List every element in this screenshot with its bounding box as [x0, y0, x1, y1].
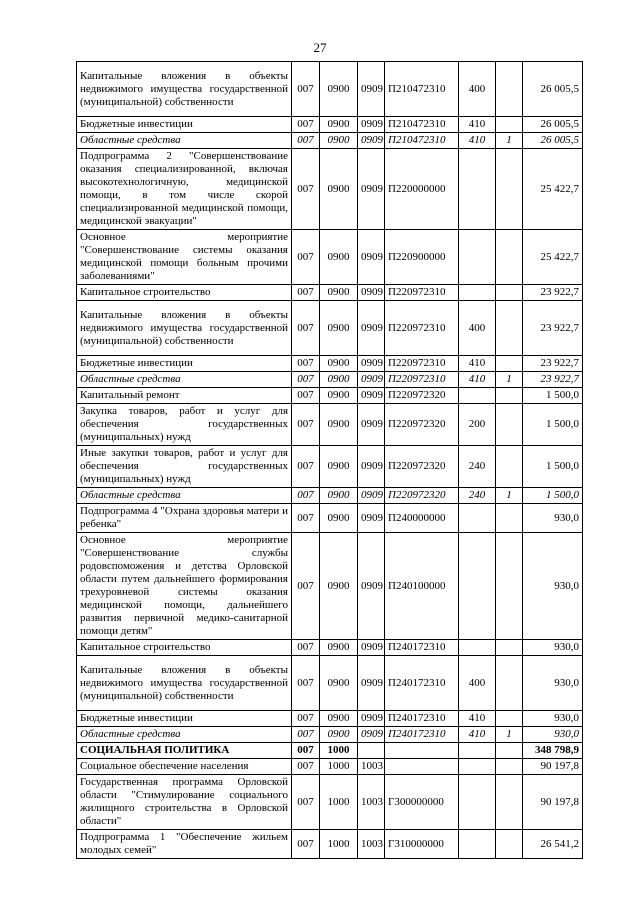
expense-type-code-cell	[459, 759, 496, 775]
subsection-code-cell: 0909	[358, 533, 385, 640]
page-number: 27	[313, 40, 327, 55]
section-code-cell: 0900	[320, 446, 358, 488]
ministry-code-cell: 007	[292, 149, 320, 230]
expense-type-code-cell	[459, 149, 496, 230]
funding-source-cell	[496, 230, 523, 285]
target-article-code-cell: П220972310	[385, 301, 459, 356]
subsection-code-cell: 0909	[358, 149, 385, 230]
expense-type-code-cell: 410	[459, 372, 496, 388]
target-article-code-cell: П220900000	[385, 230, 459, 285]
expense-type-code-cell	[459, 285, 496, 301]
expense-type-code-cell: 240	[459, 488, 496, 504]
table-row	[77, 727, 583, 743]
item-name-cell: Подпрограмма 4 "Охрана здоровья матери и ребенка"	[77, 504, 292, 533]
target-article-code-cell: П220972320	[385, 388, 459, 404]
expense-type-code-cell	[459, 533, 496, 640]
section-code-cell: 0900	[320, 356, 358, 372]
item-name-cell: Областные средства	[77, 133, 292, 149]
funding-source-cell	[496, 830, 523, 859]
target-article-code-cell: П220972310	[385, 356, 459, 372]
funding-source-cell	[496, 301, 523, 356]
expense-type-code-cell	[459, 388, 496, 404]
subsection-code-cell: 0909	[358, 230, 385, 285]
target-article-code-cell: П210472310	[385, 62, 459, 117]
table-row	[77, 711, 583, 727]
funding-source-cell	[496, 117, 523, 133]
target-article-code-cell: П220972310	[385, 285, 459, 301]
subsection-code-cell: 0909	[358, 372, 385, 388]
funding-source-cell: 1	[496, 488, 523, 504]
budget-table	[76, 61, 583, 859]
subsection-code-cell: 0909	[358, 133, 385, 149]
section-code-cell: 0900	[320, 488, 358, 504]
subsection-code-cell: 0909	[358, 727, 385, 743]
amount-cell: 930,0	[523, 640, 583, 656]
expense-type-code-cell: 400	[459, 656, 496, 711]
table-row	[77, 656, 583, 711]
ministry-code-cell: 007	[292, 775, 320, 830]
target-article-code-cell: П220972310	[385, 372, 459, 388]
expense-type-code-cell: 200	[459, 404, 496, 446]
subsection-code-cell: 0909	[358, 117, 385, 133]
amount-cell: 1 500,0	[523, 388, 583, 404]
expense-type-code-cell	[459, 743, 496, 759]
amount-cell: 26 541,2	[523, 830, 583, 859]
item-name-cell: Бюджетные инвестиции	[77, 356, 292, 372]
expense-type-code-cell: 410	[459, 727, 496, 743]
funding-source-cell	[496, 743, 523, 759]
subsection-code-cell: 0909	[358, 404, 385, 446]
amount-cell: 1 500,0	[523, 488, 583, 504]
subsection-code-cell: 1003	[358, 775, 385, 830]
funding-source-cell: 1	[496, 133, 523, 149]
expense-type-code-cell: 400	[459, 301, 496, 356]
amount-cell: 23 922,7	[523, 372, 583, 388]
expense-type-code-cell: 410	[459, 356, 496, 372]
funding-source-cell	[496, 446, 523, 488]
section-code-cell: 1000	[320, 775, 358, 830]
amount-cell: 23 922,7	[523, 356, 583, 372]
target-article-code-cell: П240172310	[385, 711, 459, 727]
table-row	[77, 372, 583, 388]
ministry-code-cell: 007	[292, 656, 320, 711]
subsection-code-cell: 0909	[358, 711, 385, 727]
subsection-code-cell: 0909	[358, 301, 385, 356]
section-code-cell: 0900	[320, 504, 358, 533]
ministry-code-cell: 007	[292, 533, 320, 640]
funding-source-cell	[496, 504, 523, 533]
ministry-code-cell: 007	[292, 372, 320, 388]
ministry-code-cell: 007	[292, 301, 320, 356]
section-code-cell: 0900	[320, 727, 358, 743]
expense-type-code-cell	[459, 640, 496, 656]
expense-type-code-cell	[459, 775, 496, 830]
amount-cell: 1 500,0	[523, 446, 583, 488]
funding-source-cell	[496, 640, 523, 656]
ministry-code-cell: 007	[292, 488, 320, 504]
section-code-cell: 0900	[320, 62, 358, 117]
ministry-code-cell: 007	[292, 285, 320, 301]
amount-cell: 930,0	[523, 711, 583, 727]
table-row	[77, 775, 583, 830]
amount-cell: 1 500,0	[523, 404, 583, 446]
item-name-cell: Областные средства	[77, 727, 292, 743]
table-row	[77, 133, 583, 149]
ministry-code-cell: 007	[292, 727, 320, 743]
target-article-code-cell: П220972320	[385, 404, 459, 446]
item-name-cell: Капитальный ремонт	[77, 388, 292, 404]
table-row	[77, 117, 583, 133]
item-name-cell: Капитальные вложения в объекты недвижимого имущества государственной (муниципальной) собственности	[77, 301, 292, 356]
item-name-cell: Бюджетные инвестиции	[77, 117, 292, 133]
amount-cell: 348 798,9	[523, 743, 583, 759]
target-article-code-cell: П210472310	[385, 117, 459, 133]
section-code-cell: 0900	[320, 301, 358, 356]
item-name-cell: Капитальные вложения в объекты недвижимого имущества государственной (муниципальной) собственности	[77, 62, 292, 117]
amount-cell: 26 005,5	[523, 117, 583, 133]
section-code-cell: 0900	[320, 640, 358, 656]
section-code-cell: 0900	[320, 230, 358, 285]
table-row	[77, 285, 583, 301]
subsection-code-cell: 0909	[358, 285, 385, 301]
funding-source-cell: 1	[496, 727, 523, 743]
item-name-cell: Бюджетные инвестиции	[77, 711, 292, 727]
item-name-cell: Капитальные вложения в объекты недвижимого имущества государственной (муниципальной) собственности	[77, 656, 292, 711]
expense-type-code-cell	[459, 830, 496, 859]
table-row	[77, 533, 583, 640]
target-article-code-cell: Г300000000	[385, 775, 459, 830]
item-name-cell: Основное мероприятие "Совершенствование системы оказания медицинской помощи больным прочими заболеваниями"	[77, 230, 292, 285]
table-row	[77, 640, 583, 656]
target-article-code-cell: П210472310	[385, 133, 459, 149]
table-row	[77, 446, 583, 488]
amount-cell: 25 422,7	[523, 149, 583, 230]
subsection-code-cell: 0909	[358, 488, 385, 504]
item-name-cell: Основное мероприятие "Совершенствование службы родовспоможения и детства Орловской области путем дальнейшего формирования трехуровневой системы оказания медицинской помощи, дальнейшего развития первичной медико-санитарной помощи детям"	[77, 533, 292, 640]
ministry-code-cell: 007	[292, 388, 320, 404]
item-name-cell: Подпрограмма 1 "Обеспечение жильем молодых семей"	[77, 830, 292, 859]
expense-type-code-cell: 410	[459, 133, 496, 149]
amount-cell: 26 005,5	[523, 133, 583, 149]
subsection-code-cell: 0909	[358, 656, 385, 711]
target-article-code-cell: П240172310	[385, 727, 459, 743]
amount-cell: 930,0	[523, 727, 583, 743]
subsection-code-cell	[358, 743, 385, 759]
table-row	[77, 504, 583, 533]
expense-type-code-cell: 240	[459, 446, 496, 488]
amount-cell: 26 005,5	[523, 62, 583, 117]
amount-cell: 930,0	[523, 656, 583, 711]
target-article-code-cell: П240100000	[385, 533, 459, 640]
item-name-cell: Капитальное строительство	[77, 285, 292, 301]
table-row	[77, 230, 583, 285]
target-article-code-cell	[385, 759, 459, 775]
subsection-code-cell: 0909	[358, 62, 385, 117]
subsection-code-cell: 1003	[358, 830, 385, 859]
table-body	[77, 62, 583, 859]
funding-source-cell: 1	[496, 372, 523, 388]
table-row	[77, 488, 583, 504]
subsection-code-cell: 0909	[358, 356, 385, 372]
table-row	[77, 301, 583, 356]
amount-cell: 930,0	[523, 504, 583, 533]
funding-source-cell	[496, 711, 523, 727]
ministry-code-cell: 007	[292, 356, 320, 372]
ministry-code-cell: 007	[292, 830, 320, 859]
ministry-code-cell: 007	[292, 759, 320, 775]
funding-source-cell	[496, 62, 523, 117]
expense-type-code-cell: 410	[459, 117, 496, 133]
ministry-code-cell: 007	[292, 62, 320, 117]
section-code-cell: 0900	[320, 133, 358, 149]
amount-cell: 90 197,8	[523, 759, 583, 775]
amount-cell: 25 422,7	[523, 230, 583, 285]
section-code-cell: 0900	[320, 711, 358, 727]
subsection-code-cell: 0909	[358, 640, 385, 656]
table-row	[77, 743, 583, 759]
ministry-code-cell: 007	[292, 640, 320, 656]
funding-source-cell	[496, 533, 523, 640]
amount-cell: 930,0	[523, 533, 583, 640]
section-code-cell: 0900	[320, 117, 358, 133]
section-code-cell: 0900	[320, 404, 358, 446]
ministry-code-cell: 007	[292, 446, 320, 488]
ministry-code-cell: 007	[292, 711, 320, 727]
section-code-cell: 0900	[320, 388, 358, 404]
funding-source-cell	[496, 356, 523, 372]
item-name-cell: Областные средства	[77, 488, 292, 504]
target-article-code-cell: П220972320	[385, 488, 459, 504]
target-article-code-cell: П240000000	[385, 504, 459, 533]
section-code-cell: 0900	[320, 285, 358, 301]
table-row	[77, 388, 583, 404]
item-name-cell: Капитальное строительство	[77, 640, 292, 656]
section-code-cell: 1000	[320, 830, 358, 859]
amount-cell: 90 197,8	[523, 775, 583, 830]
item-name-cell: Областные средства	[77, 372, 292, 388]
funding-source-cell	[496, 388, 523, 404]
target-article-code-cell: П240172310	[385, 640, 459, 656]
table-row	[77, 149, 583, 230]
section-code-cell: 1000	[320, 759, 358, 775]
funding-source-cell	[496, 656, 523, 711]
section-code-cell: 0900	[320, 533, 358, 640]
ministry-code-cell: 007	[292, 133, 320, 149]
item-name-cell: Социальное обеспечение населения	[77, 759, 292, 775]
item-name-cell: Иные закупки товаров, работ и услуг для обеспечения государственных (муниципальных) нужд	[77, 446, 292, 488]
target-article-code-cell	[385, 743, 459, 759]
target-article-code-cell: П240172310	[385, 656, 459, 711]
table-row	[77, 356, 583, 372]
funding-source-cell	[496, 759, 523, 775]
target-article-code-cell: П220000000	[385, 149, 459, 230]
expense-type-code-cell	[459, 504, 496, 533]
subsection-code-cell: 1003	[358, 759, 385, 775]
expense-type-code-cell	[459, 230, 496, 285]
ministry-code-cell: 007	[292, 404, 320, 446]
table-row	[77, 404, 583, 446]
ministry-code-cell: 007	[292, 230, 320, 285]
funding-source-cell	[496, 775, 523, 830]
amount-cell: 23 922,7	[523, 301, 583, 356]
section-code-cell: 0900	[320, 656, 358, 711]
item-name-cell: Подпрограмма 2 "Совершенствование оказания специализированной, включая высокотехнологичную, медицинской помощи, в том числе скорой специализированной медицинской помощи, медицинской эвакуации"	[77, 149, 292, 230]
table-row	[77, 830, 583, 859]
amount-cell: 23 922,7	[523, 285, 583, 301]
item-name-cell: СОЦИАЛЬНАЯ ПОЛИТИКА	[77, 743, 292, 759]
target-article-code-cell: Г310000000	[385, 830, 459, 859]
item-name-cell: Закупка товаров, работ и услуг для обеспечения государственных (муниципальных) нужд	[77, 404, 292, 446]
subsection-code-cell: 0909	[358, 446, 385, 488]
section-code-cell: 1000	[320, 743, 358, 759]
target-article-code-cell: П220972320	[385, 446, 459, 488]
expense-type-code-cell: 410	[459, 711, 496, 727]
section-code-cell: 0900	[320, 372, 358, 388]
funding-source-cell	[496, 149, 523, 230]
subsection-code-cell: 0909	[358, 388, 385, 404]
subsection-code-cell: 0909	[358, 504, 385, 533]
expense-type-code-cell: 400	[459, 62, 496, 117]
funding-source-cell	[496, 285, 523, 301]
item-name-cell: Государственная программа Орловской области "Стимулирование социального жилищного строительства в Орловской области"	[77, 775, 292, 830]
ministry-code-cell: 007	[292, 504, 320, 533]
funding-source-cell	[496, 404, 523, 446]
ministry-code-cell: 007	[292, 117, 320, 133]
table-row	[77, 62, 583, 117]
ministry-code-cell: 007	[292, 743, 320, 759]
section-code-cell: 0900	[320, 149, 358, 230]
table-row	[77, 759, 583, 775]
